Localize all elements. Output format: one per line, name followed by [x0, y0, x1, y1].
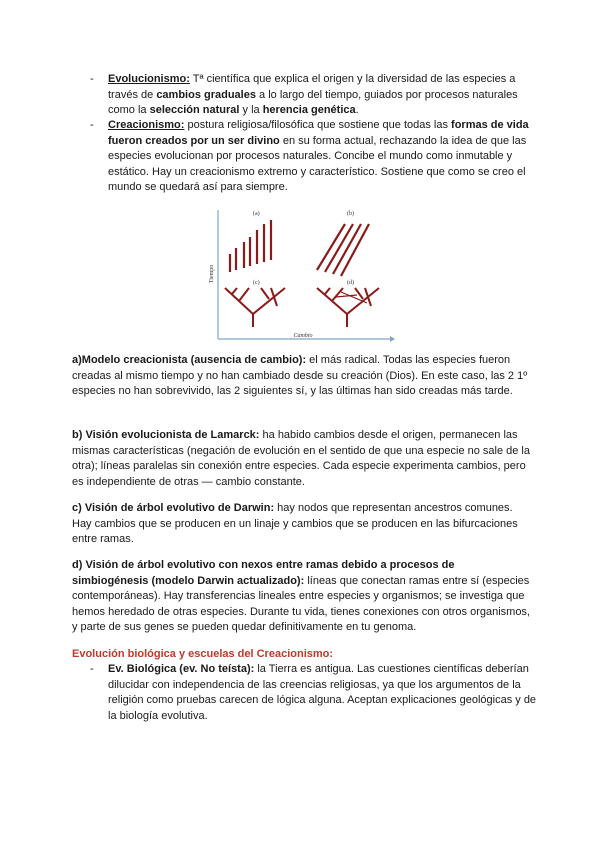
x-axis-label: Cambio — [293, 333, 313, 339]
bullet-text: y la — [239, 104, 263, 116]
paragraph-a-text: el más radical. Todas las especies fueron creadas al mismo tiempo y no han cambiado desde su creación (Dios). En este caso, las 2 1º especies no han sobrevivido, las 2 siguientes sí, y las últimas han sido creadas más tarde. — [72, 354, 528, 397]
paragraph-c — [72, 501, 530, 548]
bullet-ev-biologica — [108, 662, 538, 724]
bullet-text: postura religiosa/filosófica que sostiene que todas las — [184, 119, 452, 131]
bold-text: formas de vida fueron creados por un ser divino — [108, 119, 529, 147]
bullet-dash: - — [90, 663, 94, 675]
paragraph-d-text: líneas que conectan ramas entre sí (especies contemporáneas). Hay transferencias lineales entre especies y organismos; se investiga que hemos heredado de otras especies. Durante tu vida, tienes conexiones con otros organismos, y parte de sus genes se pueden quedar definitivamente en tu genoma. — [72, 574, 530, 633]
figure-background — [205, 202, 395, 347]
paragraph-b-title: b) Visión evolucionista de Lamarck: — [72, 429, 260, 441]
paragraph-b — [72, 428, 530, 490]
bullet-text: a lo largo del tiempo, guiados por procesos naturales como la — [108, 88, 518, 116]
bullet-text: . — [355, 104, 359, 116]
bullet-creacionismo — [108, 118, 538, 196]
term-creacionismo: Creacionismo: — [108, 119, 185, 131]
bold-text: cambios graduales — [156, 88, 256, 101]
bullet-ev-biologica-title: Ev. Biológica (ev. No teísta): — [108, 663, 255, 675]
bullet-text: en su forma actual, rechazando la idea de que las especies evolucionan por procesos naturales. Concibe el mundo como inmutable y estático. Hay un creacionismo extremo y característico. Sostiene que como se creo el mundo se quedará así para siempre. — [108, 134, 527, 193]
panel-label-c: (c) — [253, 280, 260, 286]
panel-label-a: (a) — [253, 211, 260, 217]
bullet-text: Tª científica que explica el origen y la diversidad de las especies a través de — [108, 73, 516, 101]
panel-label-b: (b) — [347, 211, 354, 217]
paragraph-d-title: d) Visión de árbol evolutivo con nexos entre ramas debido a procesos de simbiogénesis (modelo Darwin actualizado): — [72, 559, 455, 587]
paragraph-d — [72, 558, 530, 636]
bullet-ev-biologica-text: la Tierra es antigua. Las cuestiones científicas deberían dilucidar con independencia de las creencias religiosas, ya que los argumentos de la religión como pruebas carecen de lógica alguna. Aceptan explicaciones geológicas y de la biología evolutiva. — [108, 663, 537, 722]
paragraph-c-title: c) Visión de árbol evolutivo de Darwin: — [72, 502, 275, 514]
bold-text: herencia genética — [262, 104, 356, 116]
panel-label-d: (d) — [347, 280, 354, 286]
section-heading: Evolución biológica y escuelas del Creacionismo: — [72, 648, 334, 660]
bullet-evolucionismo — [108, 72, 538, 119]
term-evolucionismo: Evolucionismo: — [108, 73, 190, 85]
paragraph-a — [72, 353, 530, 400]
evolution-models-figure — [205, 202, 395, 347]
paragraph-a-title: a)Modelo creacionista (ausencia de cambio): — [72, 354, 307, 366]
bold-text: selección natural — [149, 104, 240, 116]
paragraph-c-text: hay nodos que representan ancestros comunes. Hay cambios que se producen en un linaje y cambios que se producen en las bifurcaciones entre ramas. — [72, 502, 518, 545]
bullet-dash: - — [90, 73, 94, 85]
y-axis-label: Tiempo — [209, 264, 215, 284]
paragraph-b-text: ha habido cambios desde el origen, permanecen las mismas características (negación de evolución en el sentido de que una especie no sale de la otra); líneas paralelas sin conexión entre especies. Cada especie experimenta cambios, pero es independiente de otras — cambio constante. — [72, 429, 530, 488]
bullet-dash: - — [90, 119, 94, 131]
